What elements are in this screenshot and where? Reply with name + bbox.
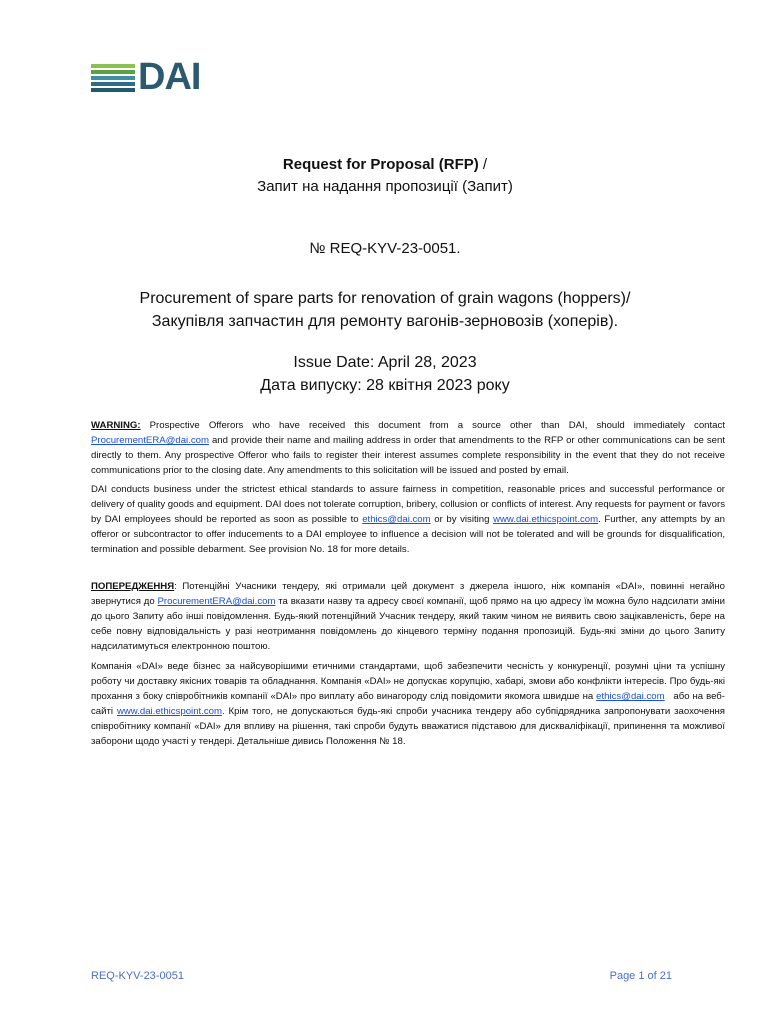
ethics-uk-text: Компанія «DAI» веде бізнес за найсуворішими етичними стандартами, щоб забезпечити чесність у конкуренції, розумні ціни та успішну роботу чи доставку якісних товарів та обладнання. Компанія «DAI» не допускає корупцію, хабарі, змови або конфлікти інтересів. Про будь-які прохання з боку співробітників компанії «DAI» про виплату або винагороду слід повідомити якомога швидше на bbox=[91, 661, 725, 702]
procurement-subject bbox=[0, 287, 770, 333]
page-number: Page 1 of 21 bbox=[609, 970, 672, 982]
procurement-email-link[interactable]: ProcurementERA@dai.com bbox=[91, 435, 209, 446]
dai-logo bbox=[91, 56, 221, 98]
issue-date-en: Issue Date: April 28, 2023 bbox=[293, 354, 477, 371]
procurement-email-link-uk[interactable]: ProcurementERA@dai.com bbox=[157, 596, 276, 607]
warning-uk-paragraph bbox=[91, 579, 725, 654]
ethics-email-link-uk[interactable]: ethics@dai.com bbox=[596, 691, 665, 702]
procurement-en: Procurement of spare parts for renovation of grain wagons (hoppers)/ bbox=[139, 290, 631, 307]
logo-text: DAI bbox=[138, 56, 201, 98]
warning-uk-text-2: та вказати назву та адресу своєї компанії, щоб прямо на цю адресу їм можна було надсилати зміни до цього Запиту або інші повідомлення. Будь-який потенційний Учасник тендеру, який таким чином не виявить свою зацікавленість, бере на себе повну відповідальність у разі неотримання повідомлень до кінцевого терміну подання пропозицій. Будь-які зміни до цього Запиту надсилатимуться електронною поштою. bbox=[91, 596, 725, 652]
ethics-text-3: . Further, any attempts by an offeror or subcontractor to offer inducements to a DAI employee to influence a decision will not be tolerated and will be grounds for disqualification, termination and possible debarment. See provision No. 18 for more details. bbox=[91, 514, 725, 555]
ethics-text: DAI conducts business under the strictest ethical standards to assure fairness in competition, reasonable prices and successful performance or delivery of quality goods and equipment. DAI does not tolerate corruption, bribery, collusion or conflicts of interest. Any requests for payment or favors by DAI employees should be reported as soon as possible to bbox=[91, 484, 725, 525]
ethicspoint-link[interactable]: www.dai.ethicspoint.com bbox=[493, 514, 599, 525]
ethics-en-paragraph bbox=[91, 482, 725, 557]
issue-date-uk: Дата випуску: 28 квітня 2023 року bbox=[260, 377, 510, 394]
procurement-uk: Закупівля запчастин для ремонту вагонів-зерновозів (хоперів). bbox=[151, 313, 619, 330]
warning-en-paragraph bbox=[91, 418, 725, 478]
warning-text-2: and provide their name and mailing address in order that amendments to the RFP or other communications can be sent directly to them. Any prospective Offeror who fails to register their interest assumes complete responsibility in the event that they do not receive communications prior to the closing date. Any amendments to this solicitation will be issued and posted by email. bbox=[91, 435, 725, 476]
issue-date bbox=[0, 351, 770, 397]
ethics-uk-text-3: . Крім того, не допускаються будь-які спроби учасника тендеру або субпідрядника запропонувати заохочення співробітнику компанії «DAI» для впливу на рішення, такі спроби будуть вважатися підставою для дискваліфікації, припинення та можливої заборони щодо участі у тендері. Детальніше дивись Положення № 18. bbox=[91, 706, 726, 747]
ethics-text-2: or by visiting bbox=[430, 514, 494, 525]
ethicspoint-link-uk[interactable]: www.dai.ethicspoint.com bbox=[116, 706, 222, 717]
logo-stripes-icon bbox=[91, 64, 135, 92]
document-title bbox=[0, 154, 770, 198]
warning-text: Prospective Offerors who have received this document from a source other than DAI, should immediately contact bbox=[140, 420, 725, 431]
ethics-uk-paragraph bbox=[91, 659, 725, 749]
title-en: Request for Proposal (RFP) bbox=[282, 156, 479, 173]
title-uk: Запит на надання пропозиції (Запит) bbox=[257, 178, 513, 195]
warning-uk-label: ПОПЕРЕДЖЕННЯ bbox=[91, 581, 175, 592]
ethics-uk-text-2: або на веб-сайті bbox=[91, 691, 725, 717]
title-slash: / bbox=[478, 156, 488, 173]
rfp-number: № REQ-KYV-23-0051. bbox=[309, 240, 461, 257]
warning-label: WARNING: bbox=[91, 420, 141, 431]
ethics-email-link[interactable]: ethics@dai.com bbox=[362, 514, 431, 525]
warning-uk-text: : Потенційні Учасники тендеру, які отримали цей документ з джерела іншого, ніж компанія «DAI», повинні негайно звернутися до bbox=[91, 581, 725, 607]
footer-reference: REQ-KYV-23-0051 bbox=[91, 970, 184, 982]
